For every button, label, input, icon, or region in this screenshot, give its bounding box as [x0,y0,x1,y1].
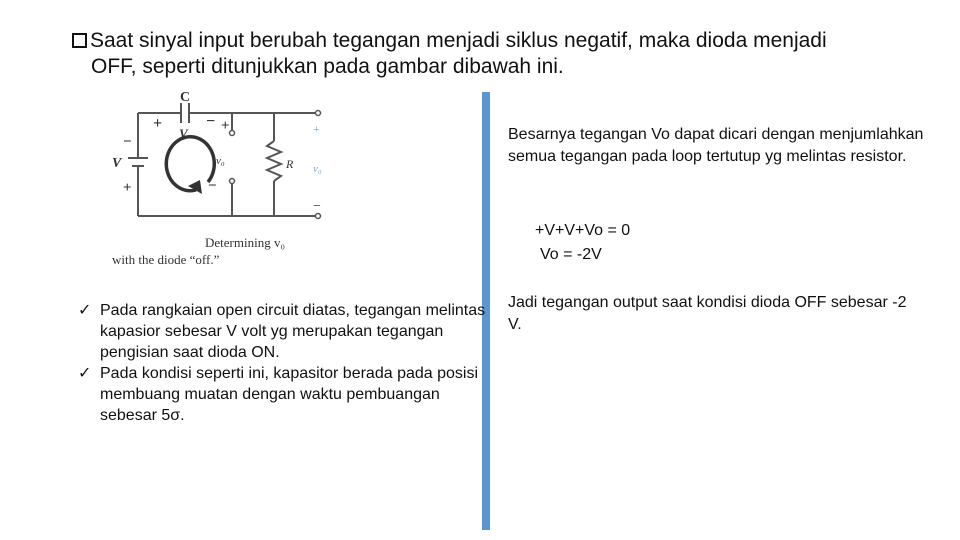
equation-result: Vo = -2V [540,246,602,263]
figure-caption [112,234,312,268]
caption-line-1: Determining v₀ [205,235,285,250]
checklist [78,300,488,426]
out-minus-label: − [313,199,321,214]
terminal-out-bottom [316,214,321,219]
source-plus-label: + [123,180,132,196]
title-line-2: OFF, seperti ditunjukkan pada gambar dibawah ini. [91,55,564,78]
terminal-vo-top [230,131,235,136]
checklist-item [78,300,488,363]
caption-line-2: with the diode “off.” [112,252,220,267]
conclusion-paragraph: Jadi tegangan output saat kondisi dioda OFF sebesar -2 V. [508,294,907,333]
checkmark-icon: ✓ [78,302,92,319]
vo-inner-minus-label: − [208,178,217,194]
cap-minus-label: − [206,113,216,130]
square-bullet-icon [72,33,87,48]
checklist-item-text: Pada rangkaian open circuit diatas, tegangan melintas kapasior sebesar V volt yg merupakan tegangan pengisian saat dioda ON. [100,302,486,361]
checkmark-icon: ✓ [78,365,92,382]
out-plus-label: + [313,122,320,136]
resistor-label: R [286,157,294,171]
vo-inner-plus-label: + [221,118,230,134]
capacitor-label: C [180,90,191,105]
source-minus-label: − [123,134,132,150]
checklist-item [78,363,488,426]
explanation-paragraph: Besarnya tegangan Vo dapat dicari dengan menjumlahkan semua tegangan pada loop tertutup yg melintas resistor. [508,126,924,165]
cap-plus-label: + [153,115,163,132]
terminal-vo-bottom [230,179,235,184]
checklist-item-text: Pada kondisi seperti ini, kapasitor berada pada posisi membuang muatan dengan waktu pembuangan sebesar 5σ. [100,365,479,424]
cap-v-label: V [179,126,188,141]
source-label: V [112,156,122,171]
resistor-zigzag [267,141,281,181]
equation-loop: +V+V+Vo = 0 [535,222,631,239]
out-vo-label: v₀ [313,163,322,175]
slide-title [72,28,932,80]
vo-inner-label: v₀ [216,155,225,167]
title-line-1: Saat sinyal input berubah tegangan menjadi siklus negatif, maka dioda menjadi [90,29,827,52]
terminal-out-top [316,111,321,116]
